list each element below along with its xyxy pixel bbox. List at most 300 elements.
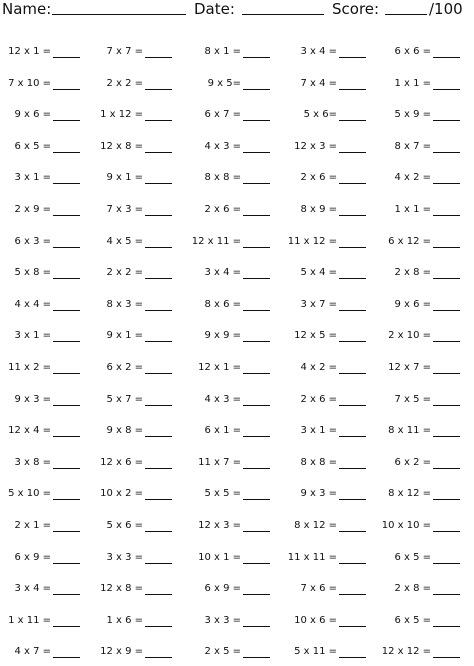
problem-text: 7 x 10 =	[8, 77, 51, 89]
problem-text: 12 x 3 =	[198, 520, 241, 531]
problem-text: 6 x 3 =	[14, 235, 51, 247]
problem-item	[394, 583, 460, 595]
answer-blank[interactable]	[339, 459, 366, 469]
answer-blank[interactable]	[433, 554, 460, 564]
problem-item	[8, 425, 80, 437]
problem-item	[204, 141, 270, 153]
answer-blank[interactable]	[433, 48, 460, 58]
problem-text: 6 x 2 =	[394, 456, 431, 468]
answer-blank[interactable]	[53, 143, 80, 153]
problem-item	[8, 78, 80, 90]
problem-text: 4 x 4 =	[14, 298, 51, 310]
problem-text: 1 x 1 =	[394, 204, 431, 215]
problem-text: 11 x 2 =	[8, 362, 51, 373]
problem-text: 8 x 12 =	[294, 520, 337, 531]
problem-text: 5 x 7 =	[106, 393, 143, 405]
answer-blank[interactable]	[339, 427, 366, 437]
problem-text: 3 x 1 =	[300, 425, 337, 437]
score-total: /100	[429, 0, 463, 18]
problem-text: 9 x 5=	[207, 77, 241, 89]
problem-item	[198, 457, 270, 469]
answer-blank[interactable]	[339, 238, 366, 248]
problem-item	[388, 488, 460, 500]
problem-item	[204, 299, 270, 311]
answer-blank[interactable]	[433, 648, 460, 658]
problem-item	[100, 583, 172, 595]
problem-text: 6 x 9 =	[14, 551, 51, 563]
problem-item	[100, 457, 172, 469]
answer-blank[interactable]	[145, 554, 172, 564]
problem-text: 6 x 12 =	[388, 235, 431, 247]
problem-text: 8 x 1 =	[204, 46, 241, 57]
problem-text: 8 x 3 =	[106, 298, 143, 310]
problem-item	[106, 236, 172, 248]
problem-text: 2 x 8 =	[394, 583, 431, 595]
problem-text: 2 x 10 =	[388, 330, 431, 342]
problem-item	[204, 488, 270, 500]
problem-item	[100, 488, 172, 500]
answer-blank[interactable]	[145, 522, 172, 532]
problem-item	[394, 394, 460, 406]
problem-text: 9 x 3 =	[14, 393, 51, 405]
answer-blank[interactable]	[145, 648, 172, 658]
answer-blank[interactable]	[145, 490, 172, 500]
problem-item	[394, 109, 460, 121]
problem-item	[288, 236, 366, 248]
answer-blank[interactable]	[145, 459, 172, 469]
problem-text: 2 x 6 =	[300, 172, 337, 184]
problem-text: 2 x 9 =	[14, 204, 51, 215]
problem-text: 2 x 8 =	[394, 267, 431, 279]
problem-item	[204, 583, 270, 595]
answer-blank[interactable]	[433, 427, 460, 437]
answer-blank[interactable]	[243, 111, 270, 121]
problem-item	[300, 172, 366, 184]
problem-text: 9 x 3 =	[300, 488, 337, 500]
problem-text: 10 x 2 =	[100, 488, 143, 500]
answer-blank[interactable]	[243, 332, 270, 342]
problem-item	[294, 646, 366, 658]
problem-item	[300, 457, 366, 469]
problem-item	[204, 425, 270, 437]
answer-blank[interactable]	[53, 48, 80, 58]
problem-item	[382, 646, 460, 658]
answer-blank[interactable]	[339, 585, 366, 595]
problem-item	[394, 172, 460, 184]
problem-item	[204, 172, 270, 184]
answer-blank[interactable]	[145, 238, 172, 248]
problem-text: 7 x 3 =	[106, 204, 143, 215]
problem-item	[394, 204, 460, 216]
problem-item	[204, 204, 270, 216]
answer-blank[interactable]	[243, 490, 270, 500]
answer-blank[interactable]	[145, 174, 172, 184]
answer-blank[interactable]	[53, 80, 80, 90]
answer-blank[interactable]	[53, 269, 80, 279]
answer-blank[interactable]	[433, 396, 460, 406]
problem-item	[394, 267, 460, 279]
problem-item	[14, 172, 80, 184]
problem-text: 8 x 8 =	[300, 456, 337, 468]
problem-text: 9 x 9 =	[204, 330, 241, 342]
problem-item	[198, 362, 270, 374]
problem-item	[14, 520, 80, 532]
problem-item	[100, 646, 172, 658]
problem-text: 12 x 8 =	[100, 140, 143, 152]
problem-item	[14, 552, 80, 564]
answer-blank[interactable]	[145, 332, 172, 342]
problem-text: 11 x 12 =	[287, 235, 337, 247]
answer-blank[interactable]	[53, 238, 80, 248]
answer-blank[interactable]	[243, 269, 270, 279]
problem-text: 12 x 1 =	[198, 362, 241, 373]
problem-item	[106, 46, 172, 58]
score-label: Score:	[332, 0, 380, 18]
problem-text: 4 x 2 =	[300, 362, 337, 373]
problem-item	[14, 394, 80, 406]
problem-text: 7 x 7 =	[106, 46, 143, 57]
problem-item	[300, 78, 366, 90]
problem-text: 9 x 1 =	[106, 330, 143, 342]
answer-blank[interactable]	[243, 143, 270, 153]
date-answer-line[interactable]	[242, 14, 324, 15]
answer-blank[interactable]	[243, 80, 270, 90]
problem-item	[106, 267, 172, 279]
problem-text: 12 x 3 =	[294, 140, 337, 152]
problem-item	[106, 362, 172, 374]
problem-text: 3 x 1 =	[14, 330, 51, 342]
answer-blank[interactable]	[243, 364, 270, 374]
answer-blank[interactable]	[339, 301, 366, 311]
problem-item	[100, 109, 172, 121]
answer-blank[interactable]	[53, 206, 80, 216]
answer-blank[interactable]	[145, 111, 172, 121]
answer-blank[interactable]	[145, 427, 172, 437]
problem-text: 10 x 6 =	[294, 614, 337, 626]
problem-text: 4 x 3 =	[204, 140, 241, 152]
answer-blank[interactable]	[433, 364, 460, 374]
answer-blank[interactable]	[145, 143, 172, 153]
answer-blank[interactable]	[243, 206, 270, 216]
worksheet-header	[0, 0, 474, 22]
name-label: Name:	[2, 0, 52, 18]
answer-blank[interactable]	[339, 269, 366, 279]
answer-blank[interactable]	[243, 48, 270, 58]
answer-blank[interactable]	[433, 522, 460, 532]
problem-item	[300, 488, 366, 500]
answer-blank[interactable]	[339, 396, 366, 406]
problem-item	[14, 141, 80, 153]
problem-text: 2 x 5 =	[204, 646, 241, 658]
answer-blank[interactable]	[243, 648, 270, 658]
problem-item	[8, 46, 80, 58]
answer-blank[interactable]	[53, 459, 80, 469]
problem-item	[300, 362, 366, 374]
problem-text: 8 x 9 =	[300, 204, 337, 215]
problem-item	[106, 78, 172, 90]
answer-blank[interactable]	[53, 111, 80, 121]
answer-blank[interactable]	[243, 554, 270, 564]
answer-blank[interactable]	[145, 301, 172, 311]
problem-item	[304, 109, 366, 121]
problem-text: 12 x 8 =	[100, 583, 143, 595]
answer-blank[interactable]	[339, 143, 366, 153]
answer-blank[interactable]	[339, 648, 366, 658]
problem-text: 12 x 6 =	[100, 456, 143, 468]
problem-item	[8, 488, 80, 500]
answer-blank[interactable]	[243, 585, 270, 595]
date-label: Date:	[194, 0, 235, 18]
answer-blank[interactable]	[339, 617, 366, 627]
answer-blank[interactable]	[145, 269, 172, 279]
answer-blank[interactable]	[53, 617, 80, 627]
problem-item	[300, 425, 366, 437]
problem-item	[294, 615, 366, 627]
answer-blank[interactable]	[145, 396, 172, 406]
answer-blank[interactable]	[243, 301, 270, 311]
problem-text: 1 x 1 =	[394, 77, 431, 89]
problem-text: 4 x 7 =	[14, 646, 51, 658]
problem-item	[394, 299, 460, 311]
problem-text: 2 x 6 =	[204, 204, 241, 215]
problem-item	[204, 615, 270, 627]
problem-text: 1 x 12 =	[100, 109, 143, 121]
problem-text: 5 x 10 =	[8, 488, 51, 500]
problem-text: 3 x 4 =	[14, 583, 51, 595]
problem-text: 6 x 6 =	[394, 46, 431, 57]
problem-item	[208, 78, 270, 90]
answer-blank[interactable]	[53, 522, 80, 532]
problem-text: 3 x 3 =	[106, 551, 143, 563]
problem-item	[204, 394, 270, 406]
problem-item	[106, 299, 172, 311]
problem-item	[204, 46, 270, 58]
problem-item	[300, 267, 366, 279]
problem-item	[394, 457, 460, 469]
problem-item	[294, 141, 366, 153]
problem-item	[198, 552, 270, 564]
problem-text: 2 x 2 =	[106, 267, 143, 279]
answer-blank[interactable]	[243, 522, 270, 532]
answer-blank[interactable]	[433, 174, 460, 184]
problem-item	[294, 520, 366, 532]
problem-text: 12 x 5 =	[294, 330, 337, 342]
problem-text: 8 x 6 =	[204, 298, 241, 310]
problem-text: 12 x 9 =	[100, 646, 143, 658]
answer-blank[interactable]	[433, 459, 460, 469]
problem-text: 6 x 1 =	[204, 425, 241, 437]
problem-text: 6 x 7 =	[204, 109, 241, 121]
answer-blank[interactable]	[53, 585, 80, 595]
problem-item	[294, 330, 366, 342]
answer-blank[interactable]	[339, 332, 366, 342]
answer-blank[interactable]	[243, 174, 270, 184]
problem-item	[14, 330, 80, 342]
problem-text: 8 x 8 =	[204, 172, 241, 184]
problem-text: 5 x 6 =	[106, 520, 143, 531]
problem-text: 2 x 6 =	[300, 393, 337, 405]
problem-item	[14, 299, 80, 311]
problem-text: 8 x 7 =	[394, 140, 431, 152]
problem-text: 9 x 6 =	[14, 109, 51, 121]
answer-blank[interactable]	[339, 80, 366, 90]
answer-blank[interactable]	[53, 301, 80, 311]
problem-text: 11 x 7 =	[198, 456, 241, 468]
answer-blank[interactable]	[145, 48, 172, 58]
answer-blank[interactable]	[243, 238, 270, 248]
problem-item	[198, 520, 270, 532]
problem-item	[14, 109, 80, 121]
problem-item	[300, 204, 366, 216]
problem-item	[106, 552, 172, 564]
answer-blank[interactable]	[433, 206, 460, 216]
problem-item	[300, 394, 366, 406]
problem-text: 3 x 3 =	[204, 614, 241, 626]
answer-blank[interactable]	[53, 427, 80, 437]
problem-item	[394, 615, 460, 627]
problem-text: 4 x 5 =	[106, 235, 143, 247]
problem-text: 2 x 1 =	[14, 520, 51, 531]
answer-blank[interactable]	[339, 206, 366, 216]
answer-blank[interactable]	[339, 364, 366, 374]
problem-item	[106, 330, 172, 342]
problem-item	[394, 141, 460, 153]
problem-text: 12 x 11 =	[191, 235, 241, 247]
problem-item	[106, 204, 172, 216]
problem-text: 12 x 1 =	[8, 46, 51, 57]
problem-item	[14, 267, 80, 279]
problem-text: 5 x 5 =	[204, 488, 241, 500]
problem-item	[388, 425, 460, 437]
problem-text: 9 x 6 =	[394, 298, 431, 310]
problem-item	[388, 330, 460, 342]
problem-text: 3 x 8 =	[14, 456, 51, 468]
problem-text: 1 x 11 =	[8, 614, 51, 626]
problem-item	[204, 109, 270, 121]
problem-text: 6 x 9 =	[204, 583, 241, 595]
problem-item	[300, 583, 366, 595]
problem-text: 2 x 2 =	[106, 77, 143, 89]
problem-text: 5 x 6=	[303, 109, 337, 121]
answer-blank[interactable]	[145, 80, 172, 90]
problem-item	[394, 46, 460, 58]
problem-item	[106, 172, 172, 184]
problem-item	[14, 457, 80, 469]
problem-item	[106, 425, 172, 437]
problem-item	[300, 46, 366, 58]
answer-blank[interactable]	[53, 332, 80, 342]
answer-blank[interactable]	[53, 648, 80, 658]
problem-item	[388, 362, 460, 374]
answer-blank[interactable]	[433, 332, 460, 342]
answer-blank[interactable]	[53, 396, 80, 406]
answer-blank[interactable]	[339, 490, 366, 500]
problem-text: 9 x 1 =	[106, 172, 143, 184]
problem-item	[14, 204, 80, 216]
answer-blank[interactable]	[243, 427, 270, 437]
problem-item	[288, 552, 366, 564]
answer-blank[interactable]	[339, 174, 366, 184]
problem-text: 1 x 6 =	[106, 614, 143, 626]
answer-blank[interactable]	[433, 111, 460, 121]
problem-text: 12 x 12 =	[381, 646, 431, 658]
problem-text: 6 x 5 =	[394, 551, 431, 563]
answer-blank[interactable]	[339, 111, 366, 121]
answer-blank[interactable]	[243, 459, 270, 469]
answer-blank[interactable]	[433, 80, 460, 90]
problem-item	[204, 267, 270, 279]
answer-blank[interactable]	[145, 206, 172, 216]
problem-text: 5 x 11 =	[294, 646, 337, 658]
problem-text: 8 x 12 =	[388, 488, 431, 500]
problem-text: 5 x 8 =	[14, 267, 51, 279]
problem-text: 10 x 1 =	[198, 551, 241, 563]
problem-item	[300, 299, 366, 311]
answer-blank[interactable]	[339, 48, 366, 58]
problem-text: 3 x 1 =	[14, 172, 51, 184]
problem-item	[8, 362, 80, 374]
answer-blank[interactable]	[433, 617, 460, 627]
problem-item	[106, 615, 172, 627]
problem-item	[106, 394, 172, 406]
answer-blank[interactable]	[433, 269, 460, 279]
problem-text: 3 x 4 =	[204, 267, 241, 279]
problem-item	[14, 583, 80, 595]
answer-blank[interactable]	[243, 396, 270, 406]
problem-item	[394, 552, 460, 564]
answer-blank[interactable]	[53, 554, 80, 564]
problem-text: 4 x 3 =	[204, 393, 241, 405]
answer-blank[interactable]	[243, 617, 270, 627]
problem-text: 3 x 4 =	[300, 46, 337, 57]
problem-text: 12 x 4 =	[8, 425, 51, 437]
answer-blank[interactable]	[433, 301, 460, 311]
problem-text: 12 x 7 =	[388, 362, 431, 373]
answer-blank[interactable]	[53, 174, 80, 184]
problem-item	[14, 236, 80, 248]
problem-text: 9 x 8 =	[106, 425, 143, 437]
answer-blank[interactable]	[433, 585, 460, 595]
answer-blank[interactable]	[145, 585, 172, 595]
answer-blank[interactable]	[145, 364, 172, 374]
problem-text: 6 x 5 =	[394, 614, 431, 626]
problem-text: 7 x 4 =	[300, 77, 337, 89]
problem-item	[388, 236, 460, 248]
problem-text: 7 x 5 =	[394, 393, 431, 405]
answer-blank[interactable]	[339, 522, 366, 532]
problem-text: 5 x 9 =	[394, 109, 431, 121]
problem-item	[106, 520, 172, 532]
answer-blank[interactable]	[53, 490, 80, 500]
problem-text: 7 x 6 =	[300, 583, 337, 595]
answer-blank[interactable]	[433, 238, 460, 248]
problem-item	[204, 330, 270, 342]
name-answer-line[interactable]	[52, 14, 186, 15]
problem-text: 3 x 7 =	[300, 298, 337, 310]
problem-text: 6 x 5 =	[14, 140, 51, 152]
problem-text: 5 x 4 =	[300, 267, 337, 279]
score-answer-line[interactable]	[385, 14, 427, 15]
problem-item	[394, 78, 460, 90]
problem-text: 11 x 11 =	[287, 551, 337, 563]
answer-blank[interactable]	[433, 490, 460, 500]
answer-blank[interactable]	[339, 554, 366, 564]
problem-item	[204, 646, 270, 658]
problem-item	[8, 615, 80, 627]
answer-blank[interactable]	[145, 617, 172, 627]
answer-blank[interactable]	[433, 143, 460, 153]
answer-blank[interactable]	[53, 364, 80, 374]
